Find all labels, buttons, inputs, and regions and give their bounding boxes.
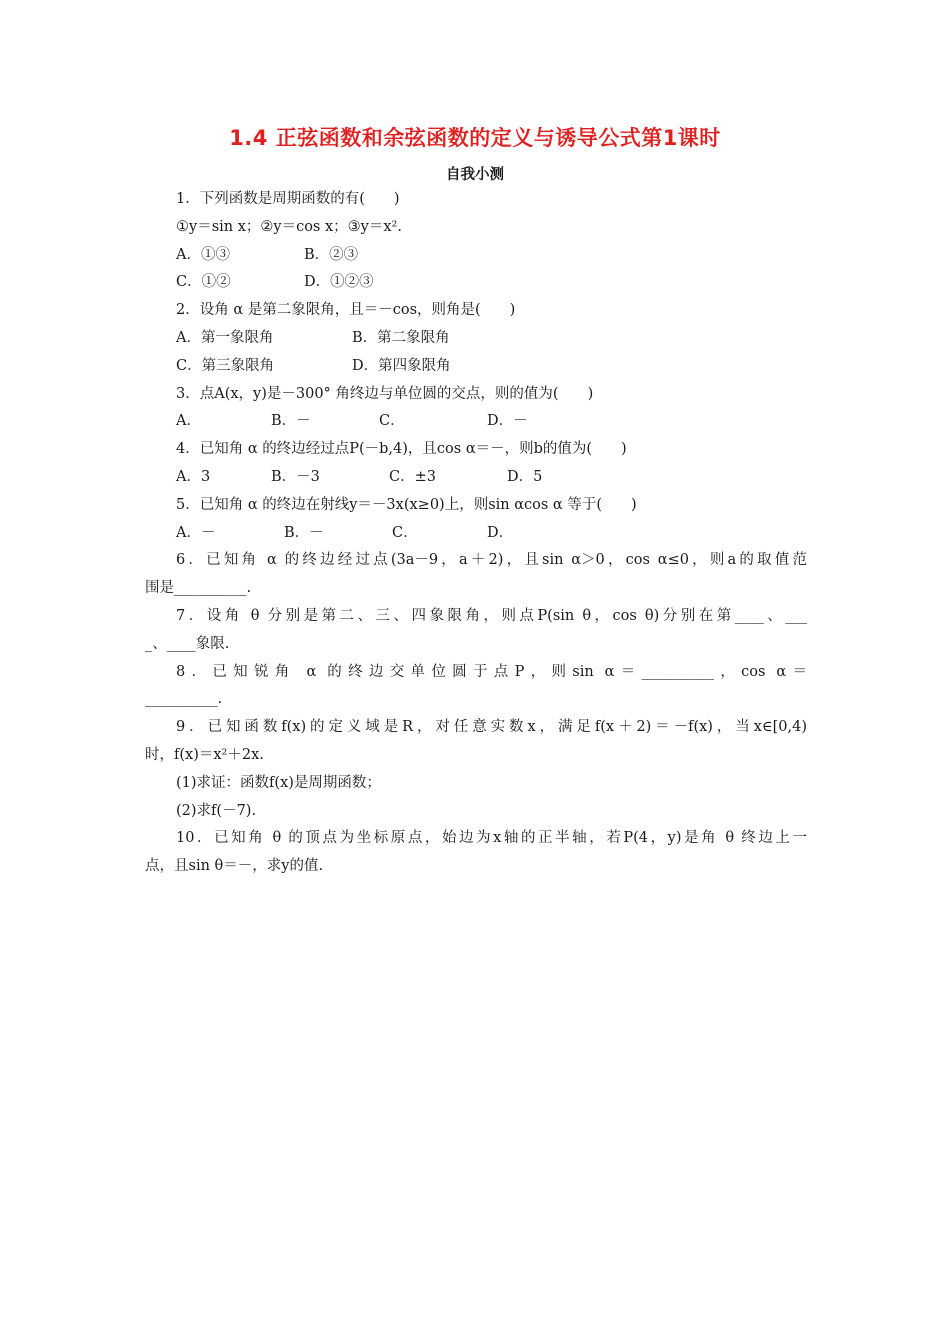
q4-options (145, 464, 807, 492)
q5-options (145, 520, 807, 548)
q5-option-c: C． (392, 524, 418, 541)
q3-option-a: A． (176, 413, 201, 430)
q2-option-d: D．第四象限角 (352, 357, 451, 374)
q6-line2: 围是__________. (145, 580, 252, 597)
q2-option-b: B．第二象限角 (352, 329, 450, 346)
q5-option-a: A．－ (176, 524, 216, 541)
q1-option-d: D．①②③ (304, 274, 374, 291)
q2-options-row1 (145, 325, 807, 353)
question-list (145, 186, 807, 881)
q9-line1: 9．已知函数f(x)的定义域是R，对任意实数x，满足f(x＋2)＝－f(x)，当x∈[0,4) (176, 719, 807, 736)
page-title: 1.4 正弦函数和余弦函数的定义与诱导公式第1课时 (229, 126, 721, 150)
q10-line1: 10．已知角 θ 的顶点为坐标原点，始边为x轴的正半轴，若P(4，y)是角 θ 终边上一 (176, 830, 807, 847)
q7-line1: 7．设角 θ 分别是第二、三、四象限角，则点P(sin θ，cos θ)分别在第____、___ (176, 607, 807, 624)
q8-line1: 8．已知锐角 α 的终边交单位圆于点P，则sin α＝__________，cos α＝ (176, 663, 807, 680)
q2-option-c: C．第三象限角 (176, 357, 275, 374)
q1-options-row2 (145, 269, 807, 297)
q3-option-b: B．－ (271, 413, 311, 430)
q4-option-d: D．5 (507, 468, 543, 485)
q1-sub: ①y＝sin x；②y＝cos x；③y＝x². (176, 218, 402, 235)
q4-option-c: C．±3 (389, 468, 436, 485)
q3-option-d: D．－ (487, 413, 528, 430)
q4-stem: 4．已知角 α 的终边经过点P(－b,4)，且cos α＝－，则b的值为( ) (176, 441, 627, 458)
q7-line2: _、____象限. (145, 635, 230, 652)
q3-options (145, 408, 807, 436)
q4-option-b: B．－3 (271, 468, 320, 485)
q1-stem: 1．下列函数是周期函数的有( ) (176, 191, 400, 207)
q2-options-row2 (145, 353, 807, 381)
q3-stem: 3．点A(x，y)是－300° 角终边与单位圆的交点，则的值为( ) (176, 385, 594, 402)
q2-stem: 2．设角 α 是第二象限角，且＝－cos，则角是( ) (176, 302, 516, 319)
q5-option-b: B．－ (284, 524, 324, 541)
q10-line2: 点，且sin θ＝－，求y的值. (145, 858, 324, 875)
q5-option-d: D． (487, 524, 514, 541)
q8-line2: __________. (145, 691, 223, 708)
q9-line2: 时，f(x)＝x²＋2x. (145, 746, 264, 763)
section-subtitle: 自我小测 (446, 167, 504, 183)
q5-stem: 5．已知角 α 的终边在射线y＝－3x(x≥0)上，则sin αcos α 等于( ) (176, 496, 637, 513)
q2-option-a: A．第一象限角 (176, 329, 274, 346)
q9-part1: (1)求证：函数f(x)是周期函数； (176, 774, 381, 791)
q4-option-a: A．3 (176, 468, 211, 485)
q1-option-c: C．①② (176, 274, 231, 291)
q9-part2: (2)求f(－7). (176, 802, 257, 819)
q6-line1: 6．已知角 α 的终边经过点(3a－9，a＋2)，且sin α＞0，cos α≤0，则a的取值范 (176, 552, 807, 569)
q1-options-row1 (145, 242, 807, 270)
q1-option-a: A．①③ (176, 246, 230, 263)
q1-option-b: B．②③ (304, 246, 359, 263)
q3-option-c: C． (379, 413, 405, 430)
